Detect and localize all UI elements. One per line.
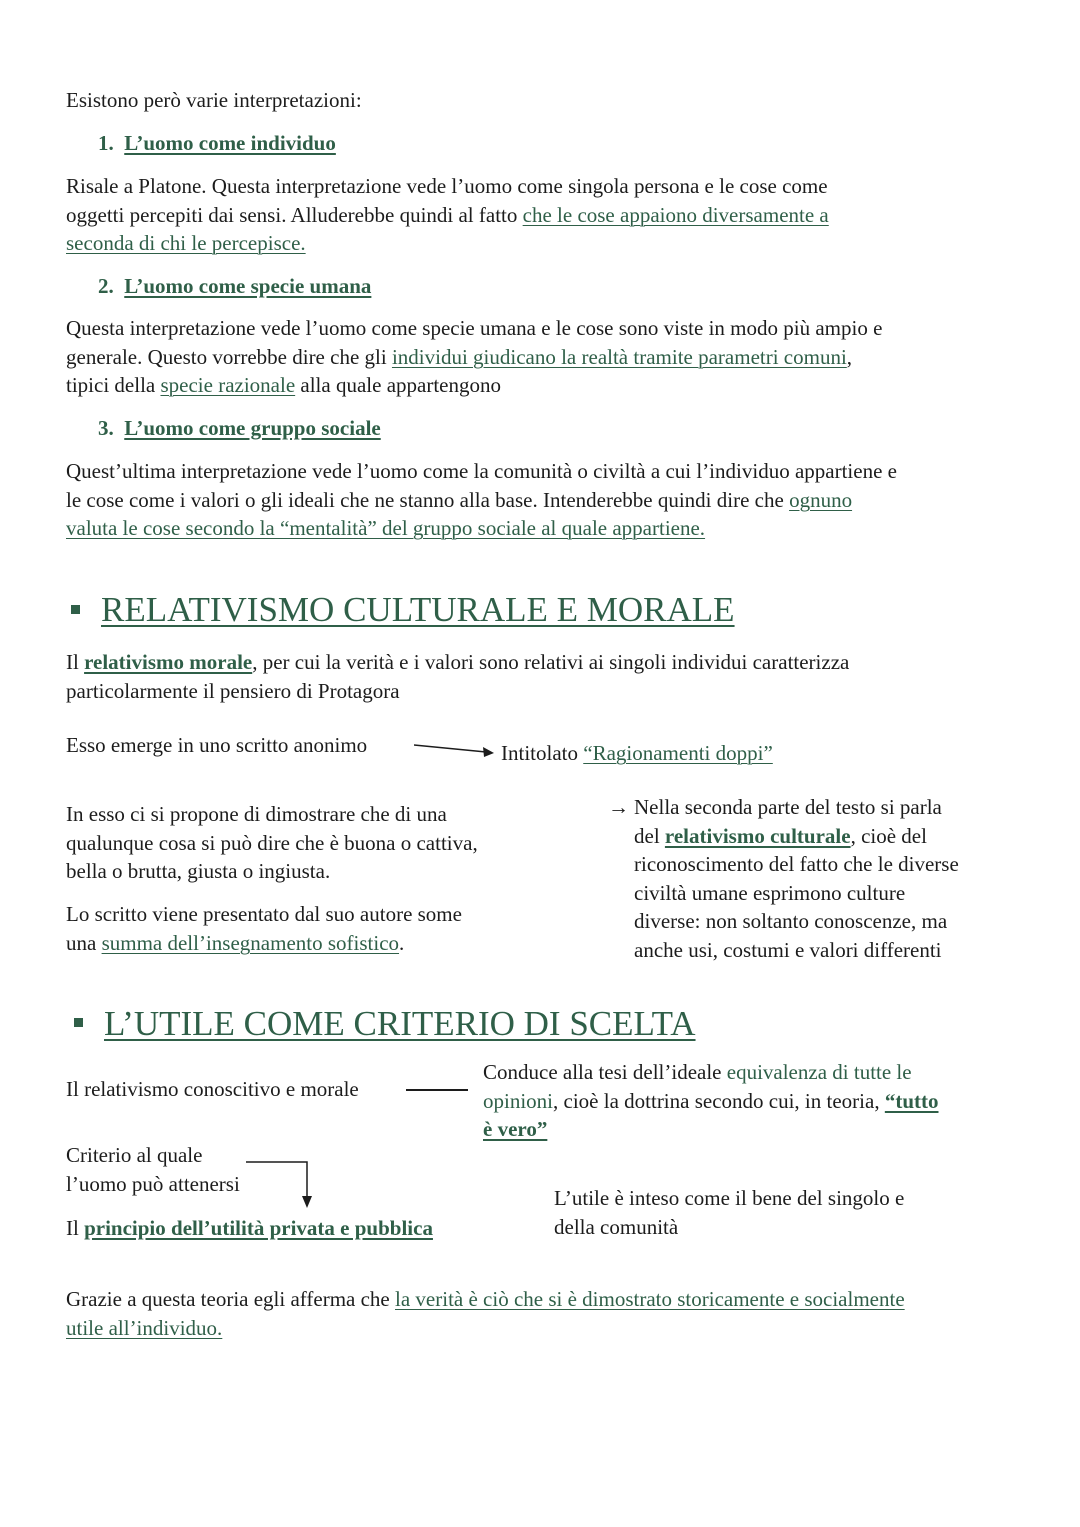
paragraph-specie xyxy=(66,314,1026,400)
text-line: opinioni, cioè la dottrina secondo cui, in teoria, “tutto xyxy=(483,1088,939,1113)
highlight-text: individui giudicano la realtà tramite parametri comuni xyxy=(391,344,847,369)
relativismo-conoscitivo-text: Il relativismo conoscitivo e morale xyxy=(66,1077,359,1101)
highlight-text: è vero” xyxy=(483,1117,548,1141)
arrow-right-icon xyxy=(414,738,496,758)
text-line: oggetti percepiti dai sensi. Alluderebbe quindi al fatto che le cose appaiono diversamente a xyxy=(66,202,829,227)
list-number: 2. xyxy=(98,274,114,298)
criterio-text xyxy=(66,1141,240,1198)
highlight-text: la verità è ciò che si è dimostrato storicamente e socialmente xyxy=(395,1287,905,1311)
text-line: L’utile è inteso come il bene del singolo e xyxy=(554,1186,905,1210)
list-number: 3. xyxy=(98,416,114,440)
text-line: anche usi, costumi e valori differenti xyxy=(634,937,942,962)
arrow-down-icon xyxy=(244,1158,318,1210)
text-line xyxy=(66,229,1026,258)
text-line: le cose come i valori o gli ideali che ne stanno alla base. Intenderebbe quindi dire che ognuno xyxy=(66,487,853,512)
text-line: qualunque cosa si può dire che è buona o cattiva, xyxy=(66,830,478,855)
conduce-text xyxy=(483,1058,1023,1144)
text-line: l’uomo può attenersi xyxy=(66,1171,240,1196)
text-line: civiltà umane esprimono culture xyxy=(634,880,906,905)
list-item-title: L’uomo come specie umana xyxy=(124,274,372,298)
paragraph-relativismo-morale xyxy=(66,648,1026,705)
list-number: 1. xyxy=(98,131,114,155)
text-line: generale. Questo vorrebbe dire che gli individui giudicano la realtà tramite parametri comuni, xyxy=(66,344,853,369)
highlight-text: utile all’individuo. xyxy=(66,1315,223,1340)
list-item-title: L’uomo come individuo xyxy=(124,131,336,155)
text-line xyxy=(66,1314,1056,1343)
highlight-text: opinioni xyxy=(483,1088,554,1113)
text-line: Questa interpretazione vede l’uomo come specie umana e le cose sono viste in modo più ampio e xyxy=(66,316,883,340)
connector-line xyxy=(406,1089,468,1091)
text-line: In esso ci si propone di dimostrare che di una xyxy=(66,802,447,826)
text-line: una summa dell’insegnamento sofistico. xyxy=(66,930,405,955)
text-line: riconoscimento del fatto che le diverse xyxy=(634,852,959,876)
highlight-text: ognuno xyxy=(789,487,853,512)
text-line: Grazie a questa teoria egli afferma che la verità è ciò che si è dimostrato storicamente e socialmente xyxy=(66,1287,905,1311)
list-item-3 xyxy=(98,414,381,442)
anon-title: Intitolato “Ragionamenti doppi” xyxy=(501,741,773,765)
principio-text: Il principio dell’utilità privata e pubblica xyxy=(66,1216,433,1240)
highlight-text: “Ragionamenti doppi” xyxy=(583,741,773,765)
list-item-1 xyxy=(98,129,336,157)
highlight-text: che le cose appaiono diversamente a xyxy=(522,202,829,227)
highlight-text: seconda di chi le percepisce. xyxy=(66,231,306,255)
text-line xyxy=(66,514,1046,543)
text-line: del relativismo culturale, cioè del xyxy=(634,823,927,848)
text-line: Conduce alla tesi dell’ideale equivalenza di tutte le xyxy=(483,1060,912,1084)
text-line xyxy=(483,1115,1023,1144)
section-heading-utile: L’UTILE COME CRITERIO DI SCELTA xyxy=(104,1004,696,1043)
text-line: Lo scritto viene presentato dal suo autore some xyxy=(66,902,462,926)
highlight-text: specie razionale xyxy=(160,373,296,397)
text-line: della comunità xyxy=(554,1214,679,1239)
paragraph-gruppo xyxy=(66,457,1046,543)
section-heading-relativismo: RELATIVISMO CULTURALE E MORALE xyxy=(101,590,735,629)
highlight-text: summa dell’insegnamento sofistico xyxy=(101,930,400,955)
highlight-text: valuta le cose secondo la “mentalità” del gruppo sociale al quale appartiene. xyxy=(66,516,706,540)
text-line: tipici della specie razionale alla quale appartengono xyxy=(66,373,501,397)
highlight-text: equivalenza di tutte le xyxy=(726,1060,912,1084)
text-line: Criterio al quale xyxy=(66,1143,203,1167)
text-line: Quest’ultima interpretazione vede l’uomo come la comunità o civiltà a cui l’individuo appartiene e xyxy=(66,459,897,483)
text-line: particolarmente il pensiero di Protagora xyxy=(66,678,400,703)
highlight-text: “tutto xyxy=(884,1088,939,1113)
text-line: diverse: non soltanto conoscenze, ma xyxy=(634,909,948,933)
right-column-text xyxy=(634,793,1034,964)
text-line: Risale a Platone. Questa interpretazione vede l’uomo come singola persona e le cose come xyxy=(66,174,828,198)
paragraph-individuo xyxy=(66,172,1026,258)
text-line: Il relativismo morale, per cui la verità e i valori sono relativi ai singoli individui caratterizza xyxy=(66,650,850,674)
left-column-text-2 xyxy=(66,900,566,957)
text-line: bella o brutta, giusta o ingiusta. xyxy=(66,859,331,883)
final-paragraph xyxy=(66,1285,1056,1342)
highlight-text: principio dell’utilità privata e pubblica xyxy=(84,1216,433,1240)
list-item-title: L’uomo come gruppo sociale xyxy=(124,416,381,440)
square-bullet-icon xyxy=(74,1018,83,1027)
anon-text: Esso emerge in uno scritto anonimo xyxy=(66,733,368,757)
intro-text: Esistono però varie interpretazioni: xyxy=(66,88,362,112)
square-bullet-icon xyxy=(71,605,80,614)
highlight-text: relativismo culturale xyxy=(664,823,851,848)
list-item-2 xyxy=(98,272,371,300)
arrow-right-icon: → xyxy=(608,795,629,819)
left-column-text xyxy=(66,800,566,886)
highlight-text: relativismo morale xyxy=(84,650,253,674)
utile-text xyxy=(554,1184,1014,1241)
text-line: Nella seconda parte del testo si parla xyxy=(634,795,942,819)
